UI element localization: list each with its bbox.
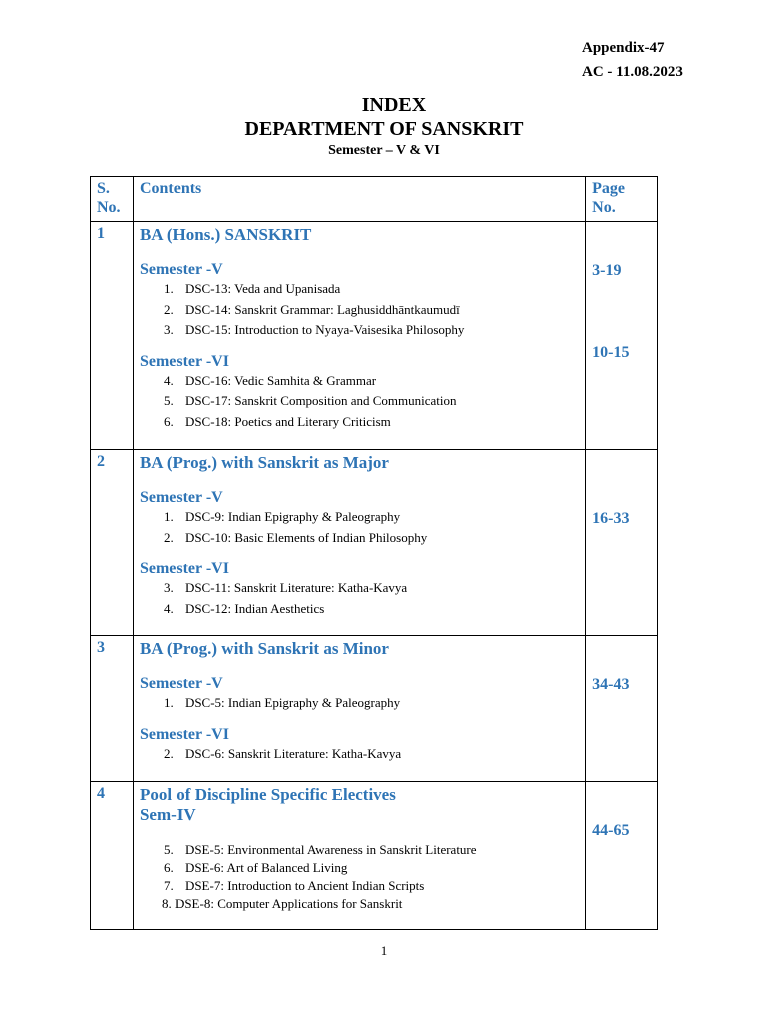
- list-item: 7. DSE-7: Introduction to Ancient Indian Scripts: [163, 878, 425, 893]
- program-title: Pool of Discipline Specific Electives: [139, 785, 396, 804]
- list-item: 5. DSC-17: Sanskrit Composition and Communication: [163, 393, 457, 408]
- list-item: 8. DSE-8: Computer Applications for Sanskrit: [161, 896, 403, 911]
- header-sno: [91, 177, 134, 222]
- list-item: 4. DSC-12: Indian Aesthetics: [163, 600, 325, 616]
- semester-heading: Semester -V: [139, 261, 223, 278]
- list-item: 2. DSC-14: Sanskrit Grammar: Laghusiddhāntkaumudī: [163, 301, 460, 317]
- appendix-label: Appendix-47: [582, 40, 665, 56]
- semester-heading: Semester -VI: [139, 560, 229, 577]
- page-range: 44-65: [592, 822, 630, 839]
- page-range: 34-43: [592, 676, 630, 693]
- table-row: [91, 222, 658, 450]
- semester-subtitle: Semester – V & VI: [328, 143, 440, 158]
- header-sno-label: S. No.: [97, 180, 121, 216]
- header-page: [586, 177, 658, 222]
- semester-heading: Semester -V: [139, 675, 223, 692]
- list-item: 6. DSE-6: Art of Balanced Living: [163, 860, 348, 875]
- table-header-row: [91, 177, 658, 222]
- program-title: BA (Hons.) SANSKRIT: [139, 225, 312, 244]
- table-row: [91, 636, 658, 782]
- semester-heading: Semester -VI: [139, 352, 229, 370]
- page-number: 1: [380, 943, 388, 958]
- page-range: 16-33: [592, 510, 630, 527]
- row-number: 1: [97, 225, 105, 242]
- index-table: [90, 176, 658, 930]
- ac-date: AC - 11.08.2023: [582, 64, 683, 80]
- list-item: 3. DSC-15: Introduction to Nyaya-Vaisesika Philosophy: [163, 322, 465, 337]
- program-title: BA (Prog.) with Sanskrit as Minor: [139, 639, 389, 658]
- list-item: 1. DSC-9: Indian Epigraphy & Paleography: [163, 509, 401, 524]
- row-number: 3: [97, 639, 105, 656]
- semester-heading: Semester -V: [139, 489, 223, 506]
- table-row: [91, 450, 658, 636]
- list-item: 1. DSC-13: Veda and Upanisada: [163, 281, 341, 296]
- list-item: 4. DSC-16: Vedic Samhita & Grammar: [163, 372, 377, 388]
- semester-heading: Semester -VI: [139, 725, 229, 743]
- list-item: 2. DSC-10: Basic Elements of Indian Philosophy: [163, 529, 428, 545]
- list-item: 1. DSC-5: Indian Epigraphy & Paleography: [163, 695, 401, 710]
- department-title: DEPARTMENT OF SANSKRIT: [244, 118, 524, 140]
- page-range: 3-19: [592, 262, 622, 279]
- header-contents: [133, 177, 585, 222]
- table-row: [91, 782, 658, 930]
- page-range: 10-15: [592, 344, 630, 361]
- program-title: BA (Prog.) with Sanskrit as Major: [139, 453, 389, 472]
- list-item: 6. DSC-18: Poetics and Literary Criticism: [163, 413, 391, 429]
- row-number: 4: [97, 785, 105, 802]
- header-page-label: Page No.: [592, 180, 626, 216]
- program-subtitle: Sem-IV: [139, 805, 196, 824]
- page-title: INDEX: [361, 94, 427, 116]
- list-item: 3. DSC-11: Sanskrit Literature: Katha-Kavya: [163, 580, 408, 595]
- list-item: 2. DSC-6: Sanskrit Literature: Katha-Kavya: [163, 745, 402, 761]
- header-contents-label: Contents: [139, 180, 202, 197]
- row-number: 2: [97, 453, 105, 470]
- list-item: 5. DSE-5: Environmental Awareness in Sanskrit Literature: [163, 842, 477, 857]
